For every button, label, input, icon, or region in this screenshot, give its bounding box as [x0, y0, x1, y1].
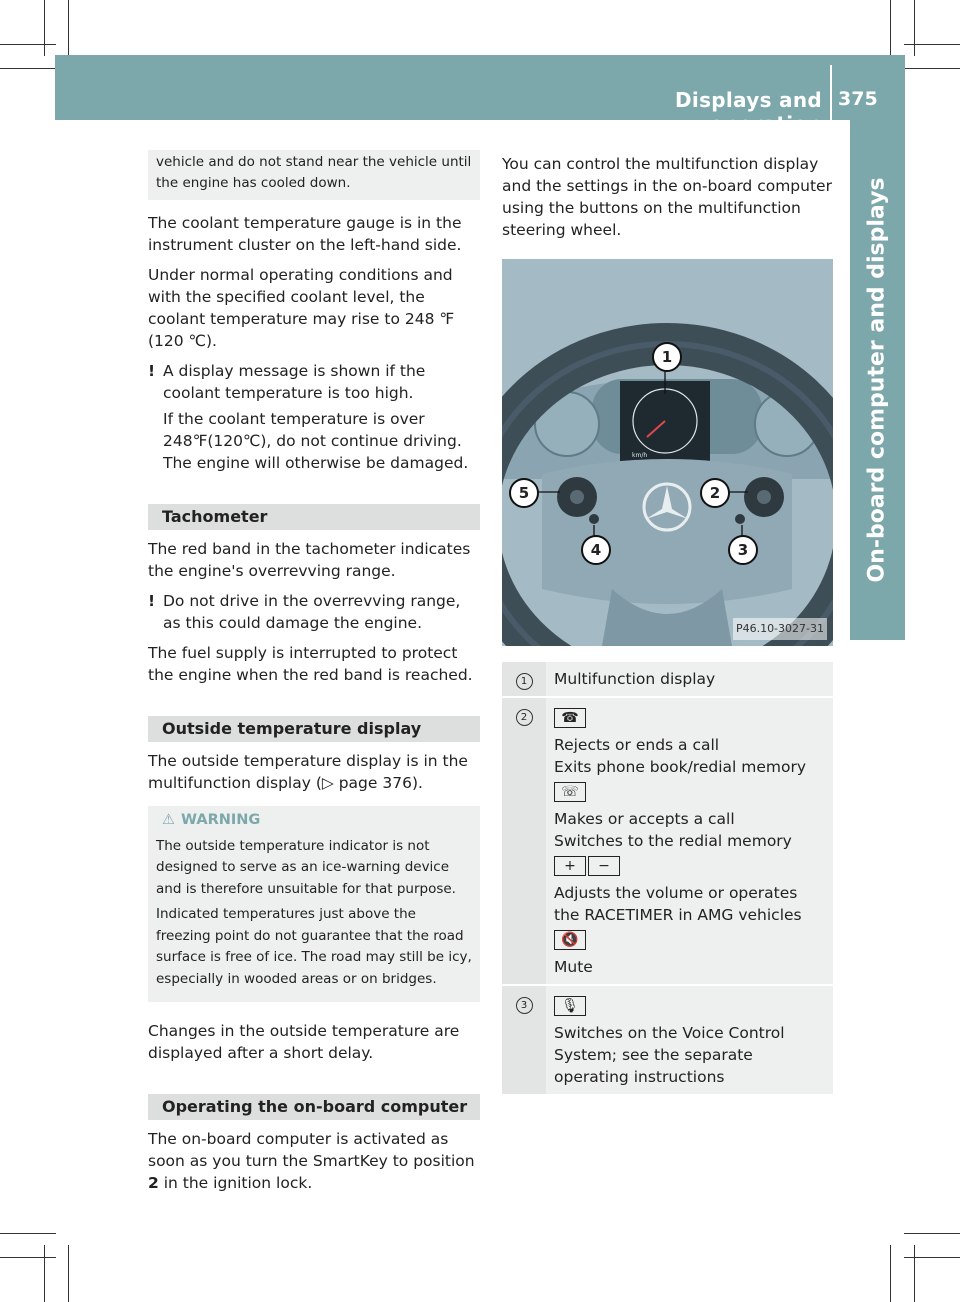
- page-number: 375: [838, 88, 878, 110]
- paragraph: Changes in the outside temperature are displayed after a short delay.: [148, 1022, 460, 1062]
- legend-text: Adjusts the volume or operates the RACETIMER in AMG vehicles: [554, 884, 802, 924]
- legend-text: Mute: [554, 958, 593, 976]
- crop-mark: [890, 1245, 891, 1302]
- notice-text: Do not drive in the overrevving range, as this could damage the engine.: [163, 592, 461, 632]
- left-column: [148, 150, 480, 1202]
- notice-paragraph: [148, 360, 480, 474]
- right-column: [502, 153, 833, 1096]
- legend-text: Multifunction display: [546, 662, 833, 696]
- legend-row: [502, 986, 833, 1094]
- exclamation-icon: !: [148, 362, 156, 380]
- crop-mark: [0, 68, 56, 69]
- crop-mark: [904, 68, 960, 69]
- warning-text: The outside temperature indicator is not designed to serve as an ice-warning device and is therefore unsuitable for that purpose.: [156, 837, 456, 897]
- callout-3: 3: [728, 535, 758, 565]
- legend-number: 3: [516, 997, 533, 1014]
- side-tab-marker: [850, 595, 905, 640]
- steering-wheel-figure: [502, 259, 833, 646]
- legend-row: [502, 662, 833, 696]
- paragraph: The fuel supply is interrupted to protect the engine when the red band is reached.: [148, 644, 473, 684]
- minus-icon: −: [588, 856, 620, 876]
- section-heading-outside-temperature: Outside temperature display: [148, 716, 480, 742]
- legend-text: Switches to the redial memory: [554, 832, 792, 850]
- continued-note: vehicle and do not stand near the vehicle until the engine has cooled down.: [148, 150, 480, 200]
- crop-mark: [68, 0, 69, 56]
- notice-text: A display message is shown if the coolant temperature is too high.: [163, 362, 426, 402]
- steering-wheel-illustration: [502, 259, 833, 646]
- legend-text: Switches on the Voice Control System; see the separate operating instructions: [554, 1024, 785, 1086]
- warning-icon: ⚠: [162, 812, 175, 828]
- crop-mark: [914, 1245, 915, 1302]
- exclamation-icon: !: [148, 592, 156, 610]
- accept-call-icon: ☏: [554, 782, 586, 802]
- paragraph: Under normal operating conditions and with the specified coolant level, the coolant temperature may rise to 248 ℉ (120 ℃).: [148, 266, 455, 350]
- svg-text:km/h: km/h: [632, 452, 648, 459]
- legend-row: [502, 698, 833, 984]
- figure-code: P46.10-3027-31: [733, 618, 827, 640]
- callout-1: 1: [652, 342, 682, 372]
- side-tab-title: On-board computer and displays: [864, 177, 890, 583]
- legend-number: 2: [516, 709, 533, 726]
- crop-mark: [904, 1257, 960, 1258]
- header-title: Displays and operation: [675, 88, 822, 136]
- callout-4: 4: [581, 535, 611, 565]
- warning-title: WARNING: [181, 812, 261, 828]
- crop-mark: [0, 1257, 56, 1258]
- crop-mark: [904, 44, 960, 45]
- end-call-icon: ☎: [554, 708, 586, 728]
- position-number: 2: [148, 1174, 159, 1192]
- paragraph: The on-board computer is activated as soon as you turn the SmartKey to position 2 in the ignition lock.: [148, 1130, 475, 1192]
- crop-mark: [890, 0, 891, 56]
- callout-5: 5: [509, 478, 539, 508]
- legend-text: Makes or accepts a call: [554, 810, 735, 828]
- paragraph: The coolant temperature gauge is in the instrument cluster on the left-hand side.: [148, 214, 462, 254]
- notice-text: If the coolant temperature is over 248℉(120℃), do not continue driving. The engine will otherwise be damaged.: [163, 410, 469, 472]
- voice-control-icon: 🎙: [554, 996, 586, 1016]
- callout-2: 2: [700, 478, 730, 508]
- crop-mark: [0, 44, 56, 45]
- plus-icon: +: [554, 856, 586, 876]
- notice-paragraph: [148, 590, 480, 634]
- paragraph: The red band in the tachometer indicates the engine's overrevving range.: [148, 540, 471, 580]
- warning-box: [148, 806, 480, 1002]
- legend-text: Exits phone book/redial memory: [554, 758, 806, 776]
- header-separator: [830, 65, 832, 120]
- legend-number: 1: [516, 673, 533, 690]
- crop-mark: [914, 0, 915, 56]
- warning-text: Indicated temperatures just above the freezing point do not guarantee that the road surface is free of ice. The road may still be icy, especially in wooded areas or on bridges.: [156, 906, 472, 987]
- section-heading-operating: Operating the on-board computer: [148, 1094, 480, 1120]
- paragraph: The outside temperature display is in the multifunction display (▷ page 376).: [148, 752, 468, 792]
- legend-table: [502, 660, 833, 1096]
- section-heading-tachometer: Tachometer: [148, 504, 480, 530]
- legend-text: Rejects or ends a call: [554, 736, 720, 754]
- crop-mark: [904, 1233, 960, 1234]
- warning-heading: [156, 810, 472, 832]
- crop-mark: [44, 1245, 45, 1302]
- mute-icon: 🔇: [554, 930, 586, 950]
- crop-mark: [0, 1233, 56, 1234]
- crop-mark: [68, 1245, 69, 1302]
- crop-mark: [44, 0, 45, 56]
- paragraph: You can control the multifunction display and the settings in the on-board computer using the buttons on the multifunction steering wheel.: [502, 155, 832, 239]
